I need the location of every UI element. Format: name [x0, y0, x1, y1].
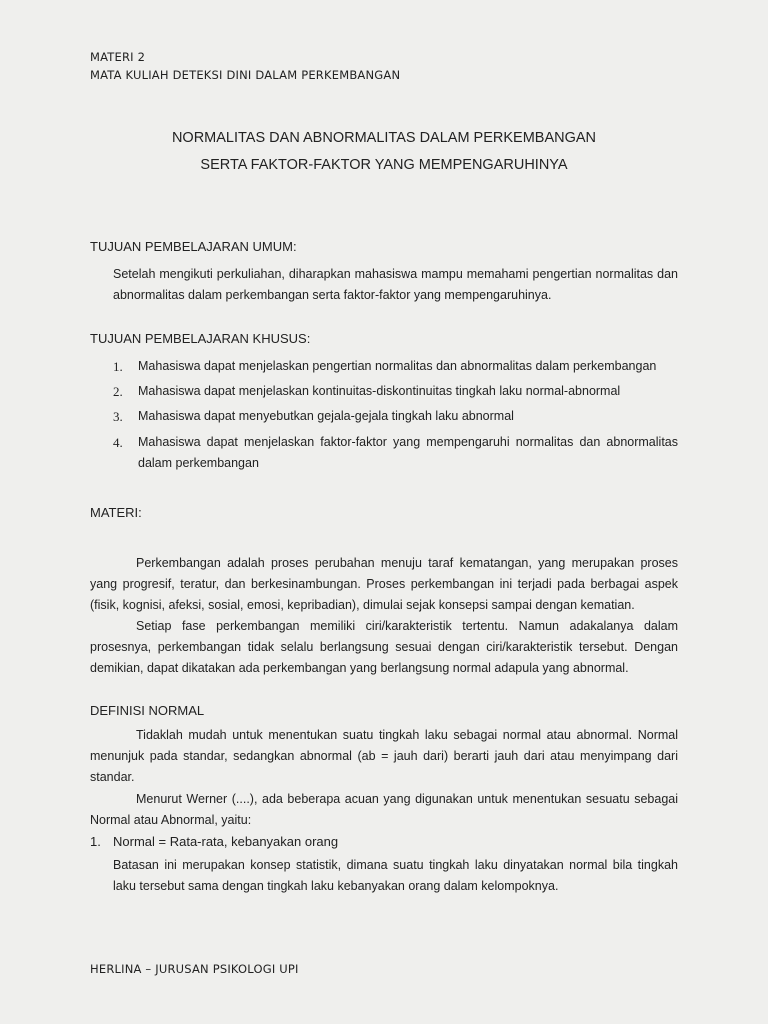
header-materi: MATERI 2 [90, 50, 146, 64]
list-number: 1. [90, 834, 101, 849]
document-title-line2: SERTA FAKTOR-FAKTOR YANG MEMPENGARUHINYA [200, 157, 568, 173]
list-text: Mahasiswa dapat menyebutkan gejala-gejala tingkah laku abnormal [138, 409, 514, 423]
list-item [113, 356, 678, 377]
header-course: MATA KULIAH DETEKSI DINI DALAM PERKEMBANGAN [90, 68, 401, 82]
tpu-heading: TUJUAN PEMBELAJARAN UMUM: [90, 239, 297, 254]
materi-heading: MATERI: [90, 505, 142, 520]
footer-author: HERLINA – JURUSAN PSIKOLOGI UPI [90, 962, 299, 976]
list-text: Mahasiswa dapat menjelaskan faktor-faktor yang mempengaruhi normalitas dan abnormalitas dalam perkembangan [138, 435, 678, 470]
tpk-heading: TUJUAN PEMBELAJARAN KHUSUS: [90, 331, 311, 346]
list-text: Normal = Rata-rata, kebanyakan orang [113, 834, 339, 849]
definisi-paragraph-2: Menurut Werner (....), ada beberapa acuan yang digunakan untuk menentukan sesuatu sebagai Normal atau Abnormal, yaitu: [90, 792, 678, 827]
document-title-line1: NORMALITAS DAN ABNORMALITAS DALAM PERKEMBANGAN [171, 130, 597, 146]
list-number: 3. [113, 409, 123, 424]
list-item [113, 432, 678, 474]
tpu-text: Setelah mengikuti perkuliahan, diharapkan mahasiswa mampu memahami pengertian normalitas dan abnormalitas dalam perkembangan serta faktor-faktor yang mempengaruhinya. [113, 267, 678, 302]
definisi-paragraph-1: Tidaklah mudah untuk menentukan suatu tingkah laku sebagai normal atau abnormal. Normal menunjuk pada standar, sedangkan abnormal (ab = jauh dari) berarti jauh dari atau menyimpang dari standar. [90, 728, 678, 784]
materi-paragraph-2: Setiap fase perkembangan memiliki ciri/karakteristik tertentu. Namun adakalanya dalam prosesnya, perkembangan tidak selalu berlangsung sesuai dengan ciri/karakteristik tersebut. Dengan demikian, dapat dikatakan ada perkembangan yang berlangsung normal adapula yang abnormal. [90, 619, 678, 675]
list-number: 2. [113, 384, 123, 399]
definisi-item-1-description: Batasan ini merupakan konsep statistik, dimana suatu tingkah laku dinyatakan normal bila tingkah laku tersebut sama dengan tingkah laku kebanyakan orang dalam kelompoknya. [113, 858, 678, 893]
list-item [113, 406, 678, 427]
list-item [113, 381, 678, 402]
definisi-item-1 [90, 831, 338, 852]
definisi-heading: DEFINISI NORMAL [90, 703, 205, 718]
list-text: Mahasiswa dapat menjelaskan pengertian normalitas dan abnormalitas dalam perkembangan [138, 359, 657, 373]
materi-paragraph-1: Perkembangan adalah proses perubahan menuju taraf kematangan, yang merupakan proses yang progresif, teratur, dan berkesinambungan. Proses perkembangan ini terjadi pada berbagai aspek (fisik, kognisi, afeksi, sosial, emosi, kepribadian), dimulai sejak konsepsi sampai dengan kematian. [90, 556, 678, 612]
list-number: 1. [113, 359, 123, 374]
list-text: Mahasiswa dapat menjelaskan kontinuitas-diskontinuitas tingkah laku normal-abnormal [138, 384, 621, 398]
list-number: 4. [113, 435, 123, 450]
